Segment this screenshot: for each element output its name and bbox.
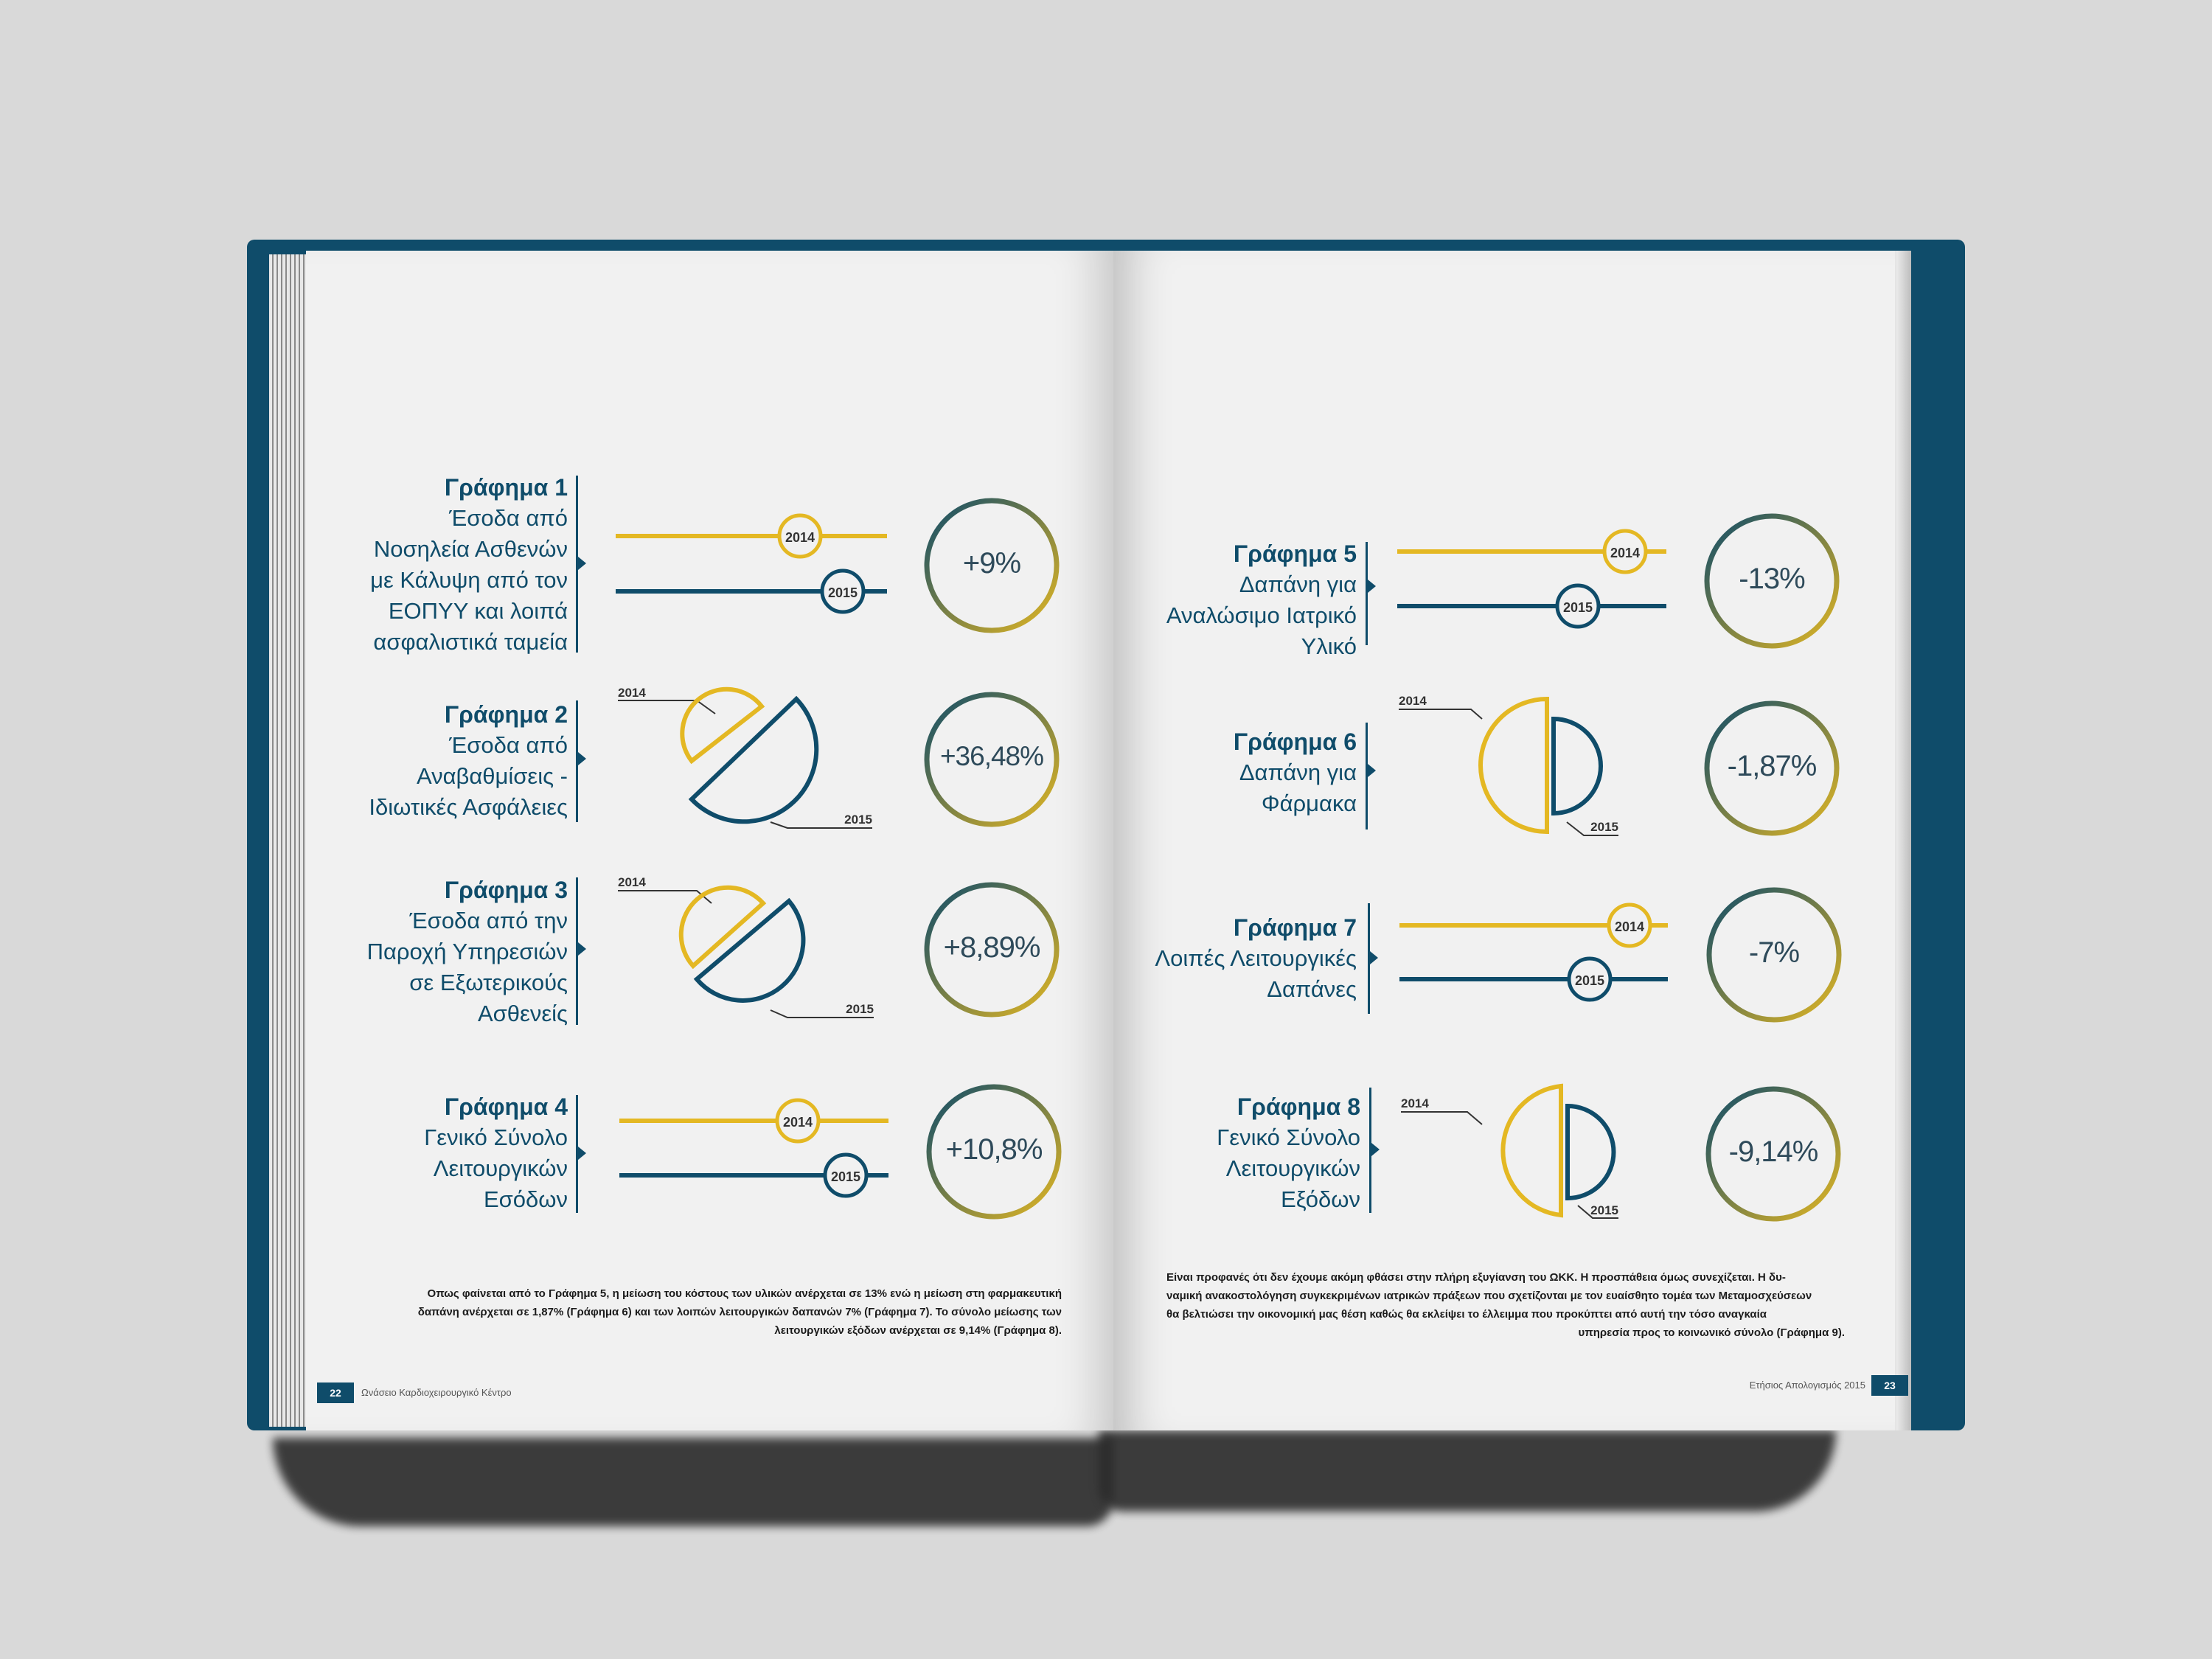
graph-2-line-1: Έσοδα από <box>448 732 568 758</box>
graph-1-value: +9% <box>962 547 1021 580</box>
graph-5-value: -13% <box>1739 563 1805 595</box>
graph-4-line-3: Εσόδων <box>483 1186 568 1212</box>
graph-2-semicircle-chart <box>618 686 872 828</box>
graph-4-value: +10,8% <box>945 1133 1043 1166</box>
graph-2-value: +36,48% <box>939 741 1044 771</box>
graph-5-label-2015: 2015 <box>1562 600 1593 615</box>
graph-3-label-2014: 2014 <box>618 875 646 889</box>
graph-1-slider-chart <box>616 515 887 612</box>
graph-4-line-2: Λειτουργικών <box>433 1155 568 1181</box>
right-paragraph <box>1166 1268 1845 1342</box>
graph-6-label-2015: 2015 <box>1590 820 1618 834</box>
graph-7-line-2: Δαπάνες <box>1267 976 1357 1002</box>
graph-4-label-2015: 2015 <box>830 1169 861 1184</box>
graph-3-line-2: Παροχή Υπηρεσιών <box>366 939 568 964</box>
graph-7-label-2014: 2014 <box>1614 919 1645 934</box>
graph-8-line-3: Εξόδων <box>1281 1186 1360 1212</box>
graph-1-line-2: Νοσηλεία Ασθενών <box>373 536 568 562</box>
graph-2-line-2: Αναβαθμίσεις - <box>417 763 568 789</box>
graph-4-title: Γράφημα 4 <box>444 1093 568 1120</box>
left-paragraph <box>354 1284 1062 1340</box>
right-page-number: 23 <box>1871 1375 1908 1396</box>
graph-3-value: +8,89% <box>943 931 1040 964</box>
graph-5-label-2014: 2014 <box>1610 546 1641 560</box>
left-footer-text: Ωνάσειο Καρδιοχειρουργικό Κέντρο <box>361 1387 512 1398</box>
right-footer-text: Ετήσιος Απολογισμός 2015 <box>1749 1380 1865 1391</box>
right-paragraph-line-2: ναμική ανακοστολόγηση συγκεκριμένων ιατρικών πράξεων που σχετίζονται με τον ευαίσθητο τομέα των Μεταμοσχεύσεων <box>1166 1290 1812 1302</box>
right-paragraph-line-4: υπηρεσία προς το κοινωνικό σύνολο (Γράφημα 9). <box>1578 1326 1845 1339</box>
graph-8-label-2014: 2014 <box>1401 1096 1429 1110</box>
graph-8-value: -9,14% <box>1728 1135 1818 1168</box>
graph-1-label-2015: 2015 <box>827 585 858 600</box>
left-paragraph-line-1: Οπως φαίνεται από το Γράφημα 5, η μείωση του κόστους των υλικών ανέρχεται σε 13% ενώ η μείωση στη φαρμακευτική <box>427 1287 1062 1300</box>
graph-4-label-2014: 2014 <box>782 1115 813 1130</box>
graph-7-label-2015: 2015 <box>1574 973 1605 988</box>
graph-2-label-2014: 2014 <box>618 686 646 700</box>
graph-7-value: -7% <box>1748 936 1800 969</box>
graph-6-line-1: Δαπάνη για <box>1239 759 1357 785</box>
graph-2-label-2015: 2015 <box>844 813 872 827</box>
graph-5-title: Γράφημα 5 <box>1233 540 1357 567</box>
graph-5-slider-chart <box>1397 531 1666 627</box>
graph-2-title: Γράφημα 2 <box>444 701 568 728</box>
graph-1-title: Γράφημα 1 <box>444 474 568 501</box>
graph-3-semicircle-chart <box>618 875 874 1018</box>
graph-6-title: Γράφημα 6 <box>1233 728 1357 755</box>
left-paragraph-line-2: δαπάνη ανέρχεται σε 1,87% (Γράφημα 6) και των λοιπών λειτουργικών δαπανών 7% (Γράφημα 7). Το σύνολο μείωσης των <box>417 1306 1062 1318</box>
graph-3-title: Γράφημα 3 <box>444 877 568 903</box>
graph-8-line-2: Λειτουργικών <box>1225 1155 1360 1181</box>
graph-6-value: -1,87% <box>1727 750 1817 782</box>
graph-5-line-2: Αναλώσιμο Ιατρικό <box>1166 602 1357 628</box>
left-paragraph-line-3: λειτουργικών εξόδων ανέρχεται σε 9,14% (Γράφημα 8). <box>774 1324 1062 1337</box>
graph-5-line-3: Υλικό <box>1301 633 1357 659</box>
graph-5-line-1: Δαπάνη για <box>1239 571 1357 597</box>
graph-3-label-2015: 2015 <box>846 1002 874 1016</box>
graph-8-line-1: Γενικό Σύνολο <box>1217 1124 1360 1150</box>
right-paragraph-line-3: θα βελτιώσει την οικονομική μας θέση καθώς θα εκλείψει το έλλειμμα που προκύπτει από αυτή την τόσο αναγκαία <box>1166 1308 1767 1321</box>
graph-8-label-2015: 2015 <box>1590 1203 1618 1217</box>
right-paragraph-line-1: Είναι προφανές ότι δεν έχουμε ακόμη φθάσει στην πλήρη εξυγίανση του ΩΚΚ. Η προσπάθεια όμως συνεχίζεται. Η δυ- <box>1166 1271 1786 1284</box>
graph-8-halves-chart <box>1401 1086 1618 1218</box>
graph-4-slider-chart <box>619 1100 888 1196</box>
graph-7-slider-chart <box>1399 905 1668 1000</box>
graph-6-halves-chart <box>1399 694 1618 835</box>
graph-7-title: Γράφημα 7 <box>1233 914 1357 941</box>
graph-3-line-3: σε Εξωτερικούς <box>409 970 568 995</box>
left-page-number: 22 <box>317 1382 354 1403</box>
graph-6-label-2014: 2014 <box>1399 694 1427 708</box>
graph-1-line-3: με Κάλυψη από τον <box>370 567 568 593</box>
graph-4-line-1: Γενικό Σύνολο <box>424 1124 568 1150</box>
graph-1-line-5: ασφαλιστικά ταμεία <box>373 629 568 655</box>
graph-7-line-1: Λοιπές Λειτουργικές <box>1155 945 1357 971</box>
graph-8-title: Γράφημα 8 <box>1237 1093 1360 1120</box>
graph-1-line-1: Έσοδα από <box>448 505 568 531</box>
graph-1-line-4: ΕΟΠΥΥ και λοιπά <box>388 598 568 624</box>
graph-2-line-3: Ιδιωτικές Ασφάλειες <box>369 794 568 820</box>
graph-6-line-2: Φάρμακα <box>1261 790 1357 816</box>
graph-1-label-2014: 2014 <box>785 530 815 545</box>
graph-3-line-4: Ασθενείς <box>477 1001 568 1026</box>
graph-3-line-1: Έσοδα από την <box>409 908 568 933</box>
